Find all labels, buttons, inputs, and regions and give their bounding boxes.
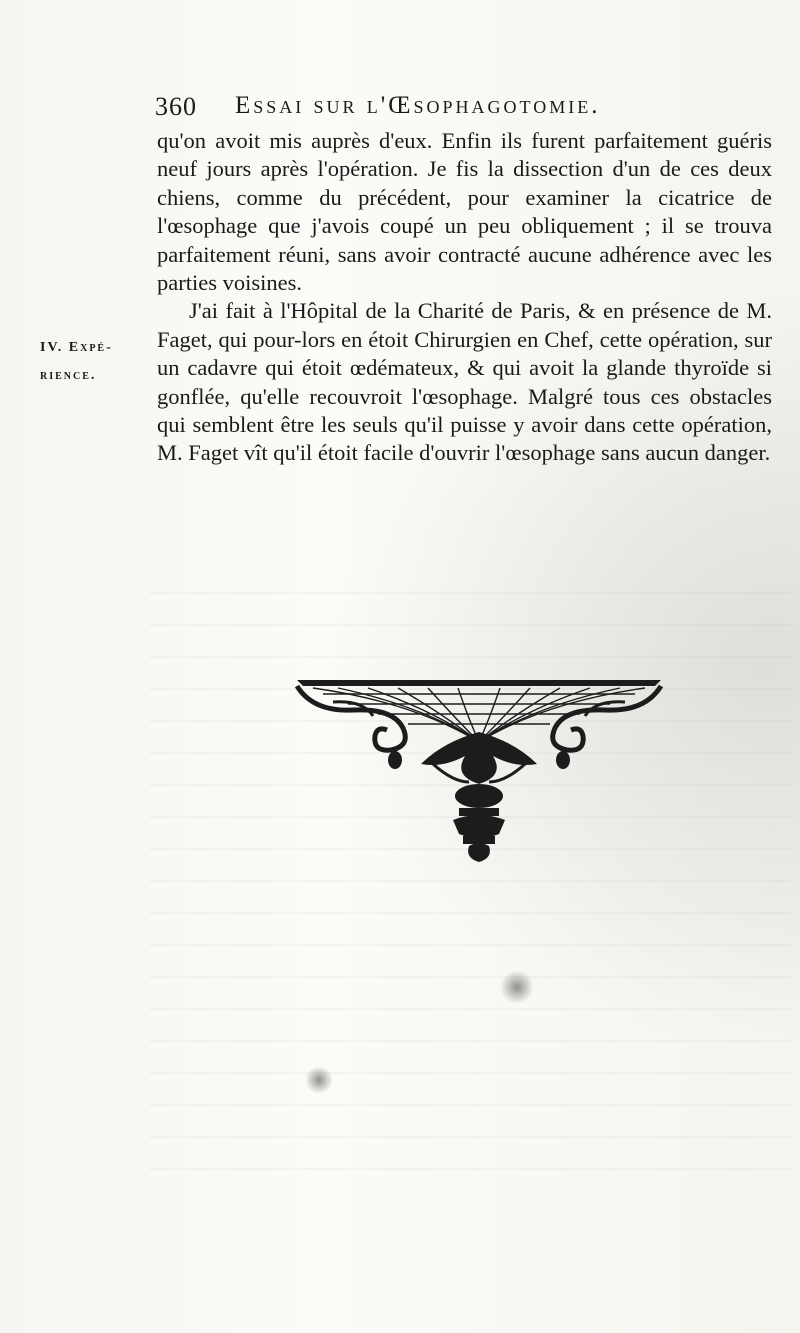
paragraph-1: qu'on avoit mis auprès d'eux. Enfin ils furent parfaitement guéris neuf jours après l'opération. Je fis la dissection d'un de ces deux chiens, comme du précédent, pour examiner la cicatrice de l'œsophage que j'avois coupé un peu obliquement ; il se trouva parfaitement réuni, sans avoir contracté aucune adhérence avec les parties voisines. — [157, 128, 772, 296]
paragraph-2: J'ai fait à l'Hôpital de la Charité de Paris, & en présence de M. Faget, qui pour-lors en étoit Chirurgien en Chef, cette opération, sur un cadavre qui étoit œdémateux, & qui avoit la glande thyroïde si gonflée, qu'elle recouvroit l'œsophage. Malgré tous ces obstacles qui semblent être les seuls qu'il puisse y avoir dans cette opération, M. Faget vît qu'il étoit facile d'ouvrir l'œsophage sans aucun danger. — [157, 298, 772, 466]
cul-de-lampe-ornament-icon — [293, 672, 665, 866]
ink-spot — [500, 970, 534, 1004]
page-header — [155, 92, 755, 128]
margin-note-line-2: rience. — [40, 368, 97, 383]
running-title: Essai sur l'Œsophagotomie. — [235, 92, 601, 119]
body-text — [157, 127, 772, 468]
show-through-texture — [150, 570, 790, 1170]
ink-spot — [305, 1066, 333, 1094]
margin-note-line-1: IV. Expé- — [40, 340, 113, 355]
page-number: 360 — [155, 92, 197, 121]
margin-note — [40, 334, 152, 390]
